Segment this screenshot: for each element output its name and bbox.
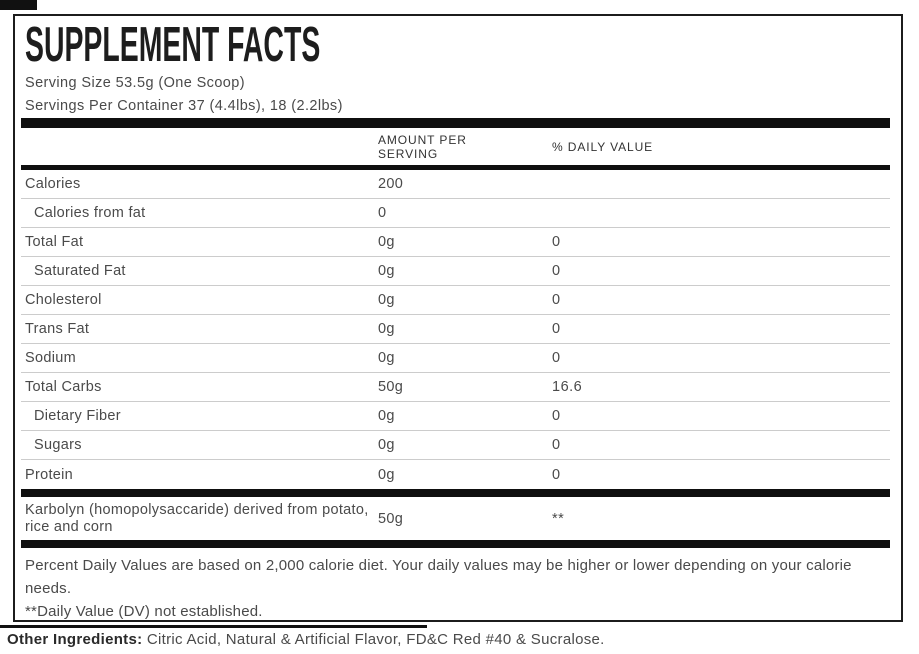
top-left-crop-bar <box>0 0 37 10</box>
row-amount: 0g <box>378 437 395 453</box>
row-label: Cholesterol <box>25 292 102 308</box>
row-amount: 0g <box>378 408 395 424</box>
table-row <box>21 460 890 489</box>
table-row <box>21 228 890 257</box>
row-daily-value: 0 <box>552 321 561 337</box>
bottom-partial-divider <box>0 625 427 628</box>
row-amount: 0g <box>378 321 395 337</box>
table-row <box>21 431 890 460</box>
table-header-row <box>21 128 890 165</box>
panel-title: SUPPLEMENT FACTS <box>25 18 321 72</box>
not-established-footnote: **Daily Value (DV) not established. <box>25 603 263 620</box>
table-row <box>21 315 890 344</box>
ingredient-row <box>21 497 890 540</box>
row-amount: 0g <box>378 466 395 483</box>
panel-title-wrap <box>25 18 890 72</box>
row-amount: 0g <box>378 234 395 250</box>
row-amount: 50g <box>378 379 404 395</box>
row-daily-value: 0 <box>552 408 561 424</box>
row-label: Calories from fat <box>34 205 146 221</box>
row-label: Total Fat <box>25 234 84 250</box>
table-row <box>21 373 890 402</box>
row-daily-value: 16.6 <box>552 379 583 395</box>
column-header-amount: AMOUNT PER SERVING <box>378 132 467 161</box>
row-amount: 0 <box>378 205 387 221</box>
row-daily-value: 0 <box>552 263 561 279</box>
row-amount: 0g <box>378 350 395 366</box>
row-label: Sugars <box>34 437 82 453</box>
table-row <box>21 257 890 286</box>
thick-divider-top <box>21 118 890 128</box>
other-ingredients-value: Citric Acid, Natural & Artificial Flavor, FD&C Red #40 & Sucralose. <box>142 631 605 648</box>
table-row <box>21 199 890 228</box>
other-ingredients-label: Other Ingredients: <box>7 631 143 648</box>
row-label: Dietary Fiber <box>34 408 121 424</box>
row-daily-value: 0 <box>552 234 561 250</box>
row-label: Calories <box>25 176 81 192</box>
serving-info <box>25 72 890 118</box>
servings-per-container-line: Servings Per Container 37 (4.4lbs), 18 (2.2lbs) <box>25 98 343 114</box>
row-daily-value: 0 <box>552 437 561 453</box>
row-daily-value: 0 <box>552 350 561 366</box>
row-label: Saturated Fat <box>34 263 126 279</box>
ingredient-label: Karbolyn (homopolysaccaride) derived from potato, rice and corn <box>25 501 369 535</box>
column-header-daily-value: % DAILY VALUE <box>552 139 654 154</box>
table-row <box>21 344 890 373</box>
row-daily-value: 0 <box>552 466 561 483</box>
other-ingredients-line <box>7 630 907 650</box>
row-label: Protein <box>25 466 74 483</box>
row-amount: 0g <box>378 292 395 308</box>
daily-value-footnote: Percent Daily Values are based on 2,000 calorie diet. Your daily values may be higher or lower depending on your calorie needs. <box>25 557 852 597</box>
row-amount: 200 <box>378 176 404 192</box>
thick-divider-ingredient-bottom <box>21 540 890 548</box>
supplement-facts-panel <box>13 14 903 622</box>
table-row <box>21 286 890 315</box>
ingredient-daily-value: ** <box>552 510 565 527</box>
serving-size-line: Serving Size 53.5g (One Scoop) <box>25 75 245 91</box>
footnotes <box>25 554 890 622</box>
nutrient-rows <box>21 170 890 489</box>
table-row <box>21 402 890 431</box>
row-label: Total Carbs <box>25 379 102 395</box>
ingredient-amount: 50g <box>378 510 404 527</box>
row-label: Sodium <box>25 350 76 366</box>
row-amount: 0g <box>378 263 395 279</box>
table-row <box>21 170 890 199</box>
row-label: Trans Fat <box>25 321 90 337</box>
row-daily-value: 0 <box>552 292 561 308</box>
thick-divider-ingredient-top <box>21 489 890 497</box>
